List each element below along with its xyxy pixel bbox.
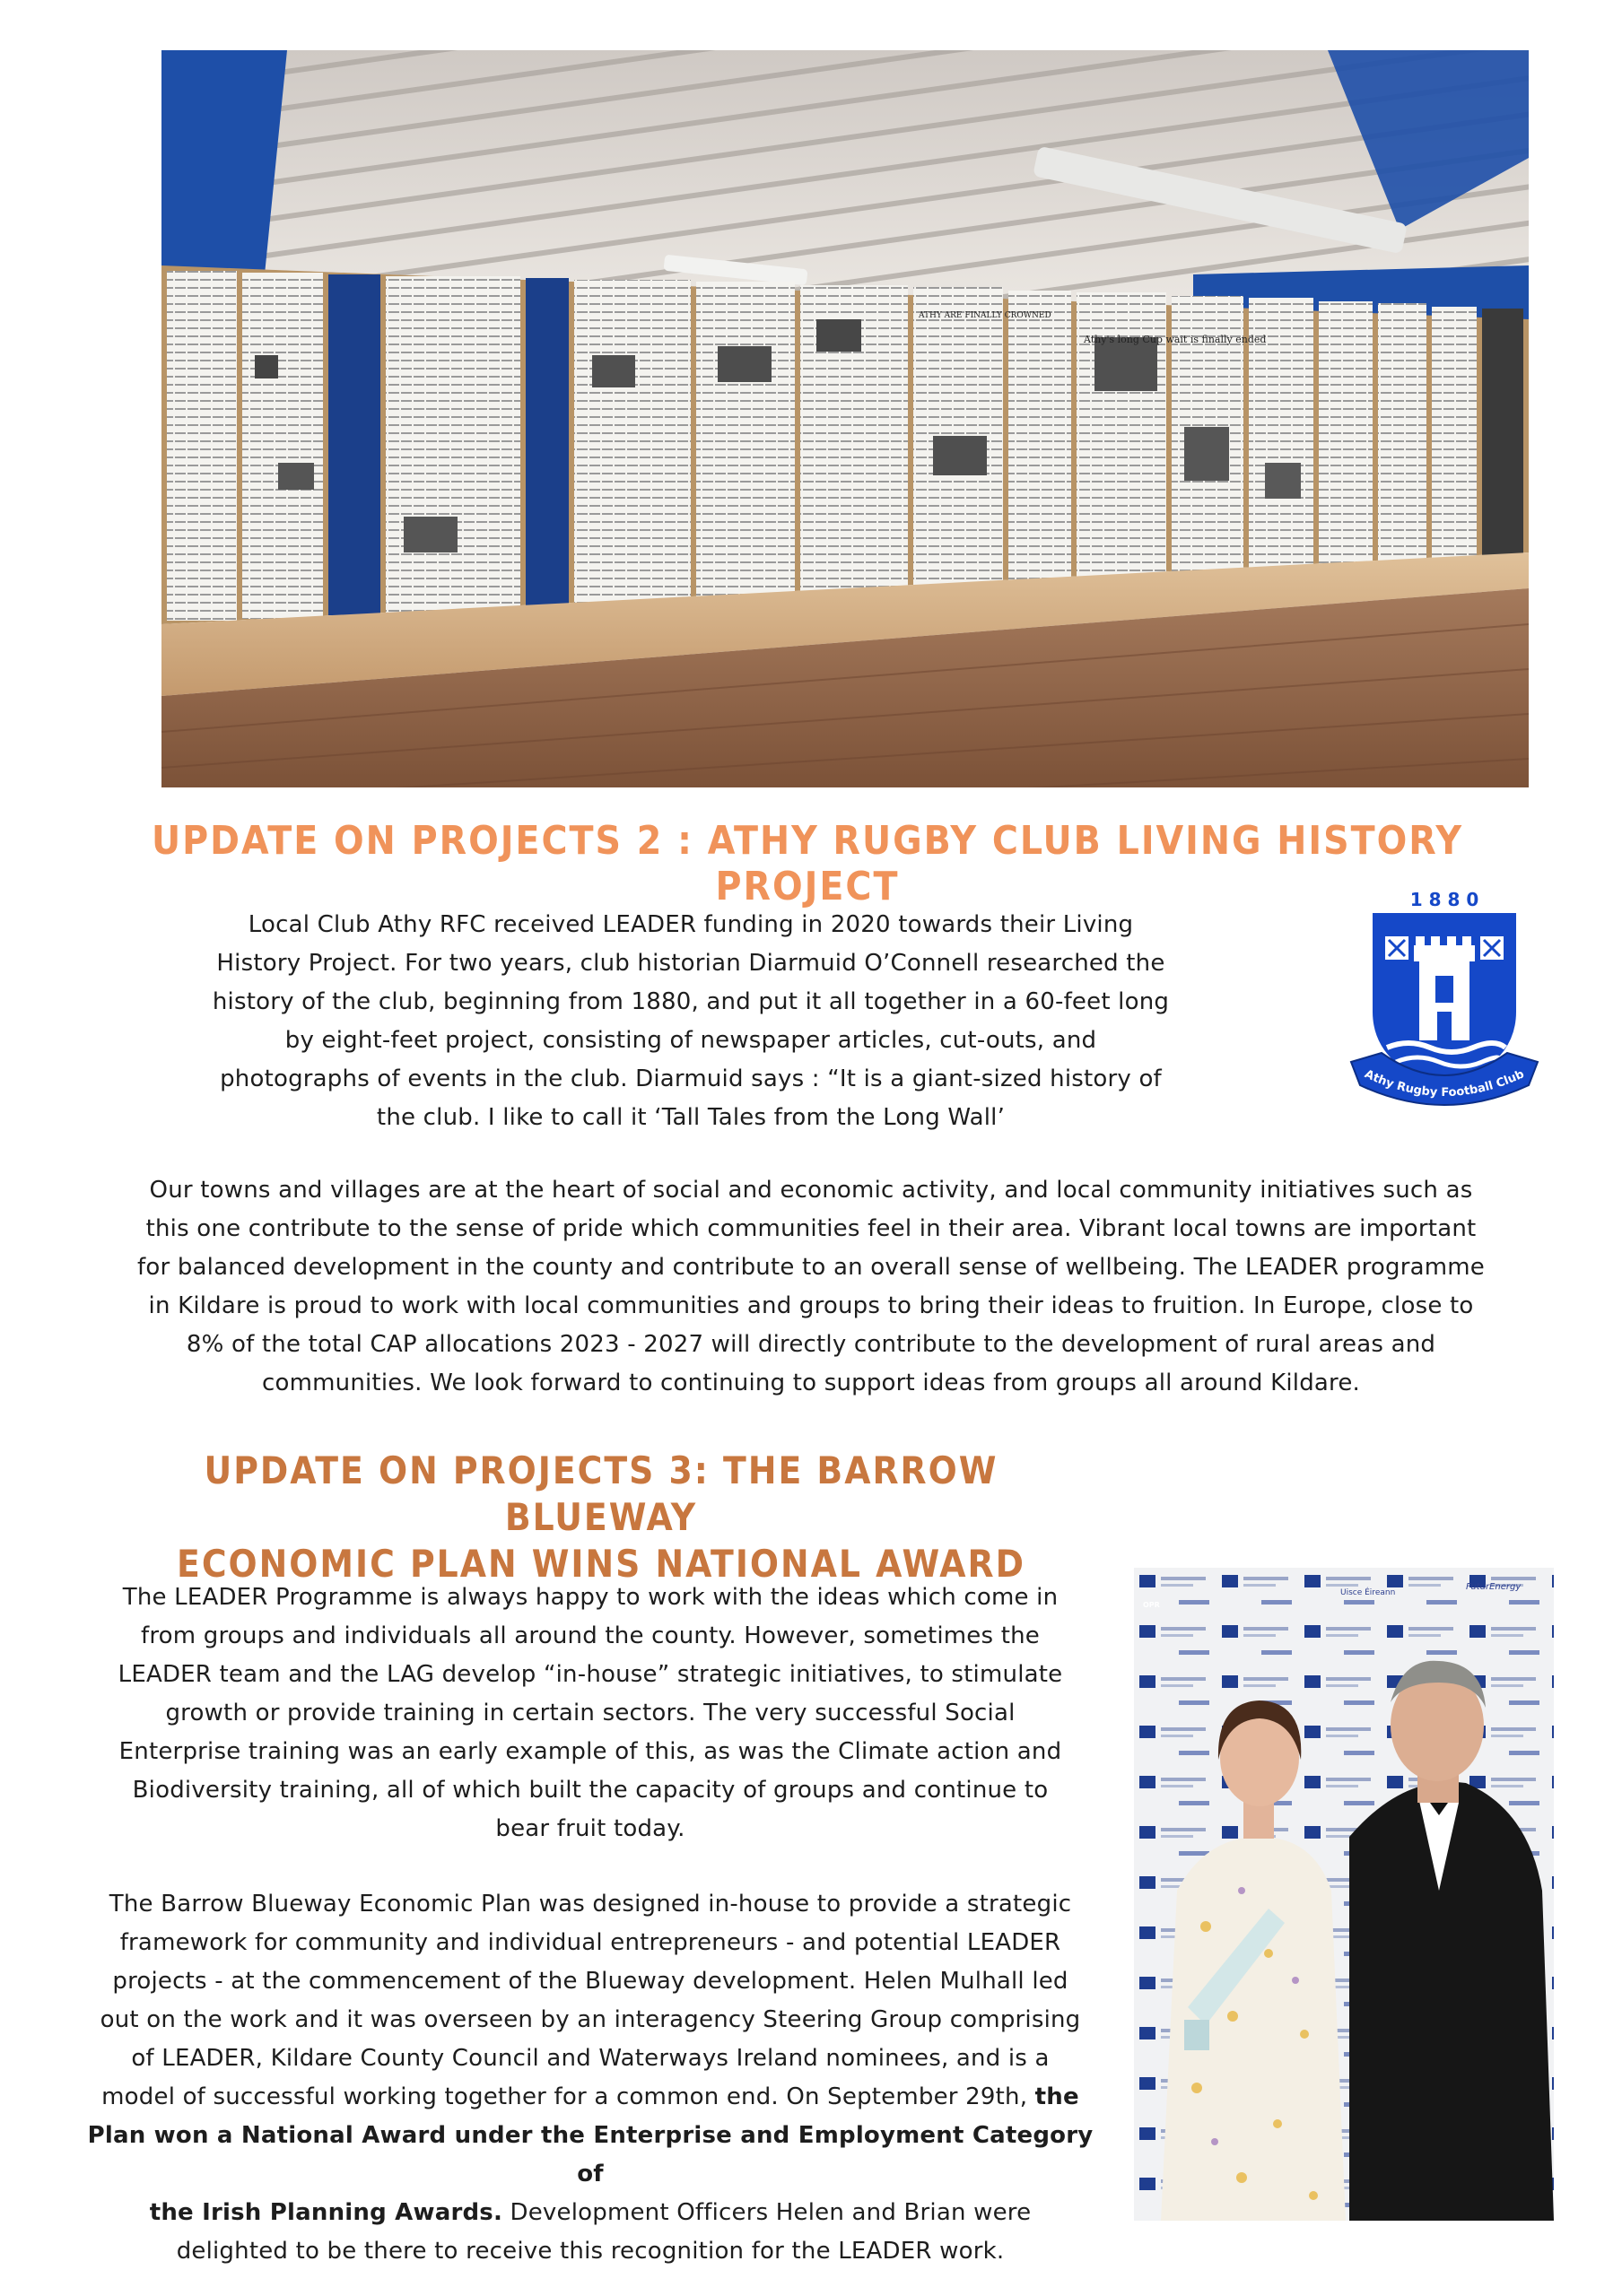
text-plain: model of successful working together for a common end. On September 29th,	[101, 2083, 1035, 2110]
award-photo-illustration	[1134, 1568, 1554, 2221]
text-line: 8% of the total CAP allocations 2023 - 2027 will directly contribute to the development of rural areas and	[186, 1331, 1436, 1358]
text-line: communities. We look forward to continuing to support ideas from groups all around Kildare.	[261, 1370, 1361, 1396]
text-line: the club. I like to call it ‘Tall Tales from the Long Wall’	[376, 1104, 1006, 1131]
text-line	[72, 2194, 1109, 2232]
athy-rugby-club-crest	[1346, 886, 1543, 1110]
text-line: history of the club, beginning from 1880, and put it all together in a 60-feet long	[212, 988, 1170, 1015]
section-1-heading: UPDATE ON PROJECTS 2 : ATHY RUGBY CLUB LIVING HISTORY PROJECT	[151, 818, 1464, 909]
text-line: projects - at the commencement of the Blueway development. Helen Mulhall led	[112, 1968, 1068, 1995]
text-line: LEADER team and the LAG develop “in-house” strategic initiatives, to stimulate	[118, 1661, 1063, 1688]
crest-banner-text: Athy Rugby Football Club	[1362, 1067, 1527, 1100]
clipping-caption-1: Athy's long Cup wait is finally ended	[1084, 334, 1267, 345]
text-bold: Plan won a National Award under the Enterprise and Employment Category of	[87, 2122, 1094, 2187]
text-line: framework for community and individual entrepreneurs - and potential LEADER	[119, 1929, 1061, 1956]
text-plain: Development Officers Helen and Brian were	[502, 2199, 1032, 2226]
crest-year: 1 8 8 0	[1409, 889, 1479, 910]
history-wall-illustration	[161, 50, 1529, 787]
history-wall-photo	[161, 50, 1529, 787]
text-line: Biodiversity training, all of which built the capacity of groups and continue to	[132, 1777, 1049, 1804]
text-line: History Project. For two years, club historian Diarmuid O’Connell researched the	[216, 950, 1165, 977]
text-line: bear fruit today.	[495, 1815, 685, 1842]
text-line: of LEADER, Kildare County Council and Waterways Ireland nominees, and is a	[131, 2045, 1050, 2072]
text-line	[72, 2078, 1109, 2117]
text-line: for balanced development in the county and contribute to an overall sense of wellbeing. The LEADER programme	[137, 1254, 1485, 1281]
section-2-heading	[126, 1448, 1077, 1587]
text-line: from groups and individuals all around the county. However, sometimes the	[140, 1622, 1040, 1649]
text-line: Enterprise training was an early example of this, as was the Climate action and	[118, 1738, 1062, 1765]
text-line: The LEADER Programme is always happy to work with the ideas which come in	[122, 1584, 1059, 1611]
text-line: growth or provide training in certain sectors. The very successful Social	[165, 1700, 1016, 1726]
text-line: this one contribute to the sense of pride which communities feel in their area. Vibrant local towns are important	[145, 1215, 1477, 1242]
crest-shield-icon	[1346, 886, 1543, 1110]
text-line: The Barrow Blueway Economic Plan was designed in-house to provide a strategic	[109, 1891, 1072, 1918]
text-line: in Kildare is proud to work with local communities and groups to bring their ideas to fruition. In Europe, close to	[148, 1292, 1474, 1319]
section-2-heading-line-1: UPDATE ON PROJECTS 3: THE BARROW BLUEWAY	[204, 1448, 998, 1539]
sponsor-opr: OPR	[1143, 1601, 1160, 1609]
text-line: by eight-feet project, consisting of newspaper articles, cut-outs, and	[284, 1027, 1097, 1054]
award-photo	[1134, 1568, 1554, 2221]
text-line	[72, 2117, 1109, 2194]
sponsor-uisce-eireann: Uisce Éireann	[1340, 1588, 1396, 1597]
section-1-paragraph-2	[81, 1171, 1541, 1403]
text-line: photographs of events in the club. Diarmuid says : “It is a giant-sized history of	[220, 1065, 1162, 1092]
section-1-paragraph	[126, 906, 1256, 1137]
text-line: Local Club Athy RFC received LEADER funding in 2020 towards their Living	[248, 911, 1134, 938]
section-2-paragraph-1	[75, 1578, 1105, 1848]
text-line: out on the work and it was overseen by an interagency Steering Group comprising	[100, 2006, 1081, 2033]
section-2-paragraph-2	[72, 1885, 1109, 2271]
text-bold: the Irish Planning Awards.	[149, 2199, 503, 2226]
text-line: delighted to be there to receive this recognition for the LEADER work.	[176, 2238, 1005, 2265]
section-2-heading-line-2: ECONOMIC PLAN WINS NATIONAL AWARD	[177, 1542, 1025, 1586]
sponsor-futurenergy: FuturEnergy	[1466, 1582, 1522, 1592]
text-bold: the	[1034, 2083, 1079, 2110]
clipping-caption-2: ATHY ARE FINALLY CROWNED	[919, 311, 1051, 320]
text-line: Our towns and villages are at the heart of social and economic activity, and local community initiatives such as	[149, 1177, 1473, 1204]
